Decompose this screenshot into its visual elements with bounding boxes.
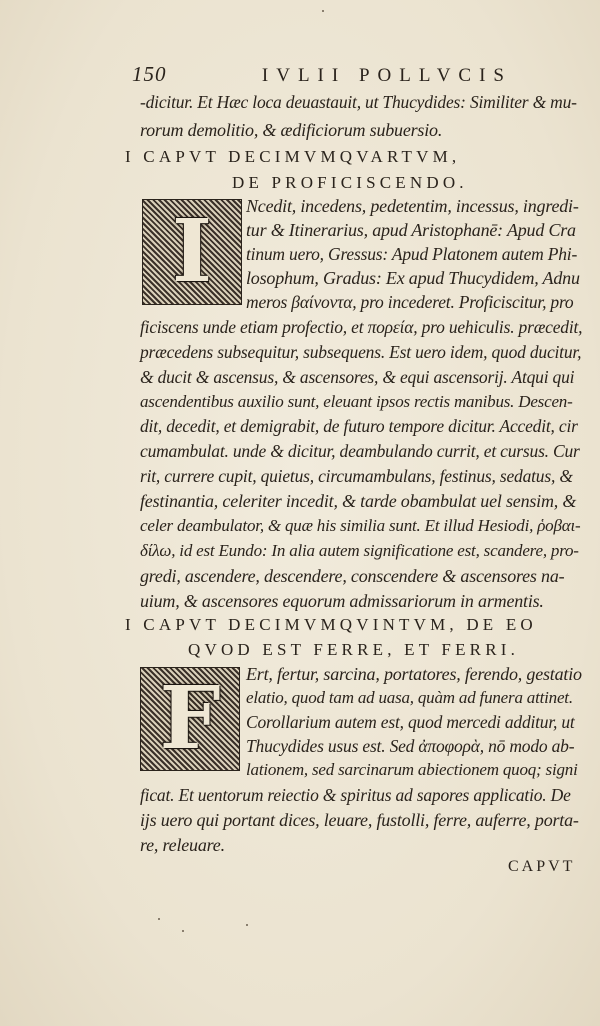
text-line: dit, decedit, et demigrabit, de futuro tempore dicitur. Accedit, cir	[140, 416, 578, 436]
initial-letter: F	[159, 668, 221, 769]
text-line: festinantia, celeriter incedit, & tarde obambulat uel sensim, &	[140, 491, 577, 511]
text-line: Thucydides usus est. Sed ἀποφορὰ, nō modo ab-	[246, 736, 575, 756]
text-line: Ert, fertur, sarcina, portatores, ferendo, gestatio	[246, 664, 582, 684]
text-line: ficat. Et uentorum reiectio & spiritus ad sapores applicatio. De	[140, 785, 571, 805]
text-line: meros βαίνοντα, pro incederet. Proficiscitur, pro	[246, 292, 574, 312]
paper-speck	[246, 924, 248, 926]
text-line: ijs uero qui portant dices, leuare, fustolli, ferre, auferre, porta-	[140, 810, 579, 830]
text-line: losophum, Gradus: Ex apud Thucydidem, Adnu	[246, 268, 580, 288]
text-line: & ducit & ascensus, & ascensores, & equi ascensorij. Atqui qui	[140, 367, 575, 387]
text-line: Ncedit, incedens, pedetentim, incessus, ingredi-	[246, 196, 579, 216]
chapter-subheading: QVOD EST FERRE, ET FERRI.	[188, 640, 520, 659]
text-line: Corollarium autem est, quod mercedi additur, ut	[246, 712, 575, 732]
text-line: uium, & ascensores equorum admissariorum in armentis.	[140, 591, 544, 611]
text-line: præcedens subsequitur, subsequens. Est uero idem, quod ducitur,	[140, 342, 582, 362]
running-title: IVLII POLLVCIS	[261, 65, 512, 86]
paper-speck	[322, 10, 324, 12]
text-line: celer deambulator, & quæ his similia sunt. Et illud Hesiodi, ῥοβαι-	[140, 516, 581, 535]
page-number: 150	[132, 62, 167, 86]
page-header	[132, 62, 512, 90]
text-line: cumambulat. unde & dicitur, deambulando currit, et cursus. Cur	[140, 441, 580, 461]
text-line: re, releuare.	[140, 835, 225, 855]
decorated-initial	[140, 667, 240, 771]
chapter-subheading: DE PROFICISCENDO.	[232, 173, 468, 192]
text-line: tur & Itinerarius, apud Aristophanē: Apud Cra	[246, 220, 576, 240]
text-line: tinum uero, Gressus: Apud Platonem autem Phi-	[246, 244, 578, 264]
decorated-initial	[142, 199, 242, 305]
text-line: -dicitur. Et Hæc loca deuastauit, ut Thucydides: Similiter & mu-	[140, 92, 577, 112]
text-line: ficiscens unde etiam profectio, et πορεία, pro uehiculis. præcedit,	[140, 317, 583, 337]
text-line: lationem, sed sarcinarum abiectionem quoq; signi	[246, 760, 578, 779]
text-line: rit, currere cupit, quietus, circumambulans, festinus, sedatus, &	[140, 466, 573, 486]
text-line: δίλω, id est Eundo: In alia autem significatione est, scandere, pro-	[140, 541, 579, 560]
text-line: ascendentibus auxilio sunt, eleuant ipsos rectis manibus. Descen-	[140, 392, 573, 411]
catchword: CAPVT	[508, 858, 576, 875]
text-line: elatio, quod tam ad uasa, quàm ad funera attinet.	[246, 688, 573, 707]
initial-letter: I	[171, 201, 213, 302]
chapter-heading: I CAPVT DECIMVMQVARTVM,	[125, 147, 461, 166]
paper-speck	[182, 930, 184, 932]
paper-speck	[158, 918, 160, 920]
text-line: rorum demolitio, & ædificiorum subuersio.	[140, 120, 443, 140]
text-line: gredi, ascendere, descendere, conscendere & ascensores na-	[140, 566, 565, 586]
chapter-heading: I CAPVT DECIMVMQVINTVM, DE EO	[125, 615, 537, 634]
